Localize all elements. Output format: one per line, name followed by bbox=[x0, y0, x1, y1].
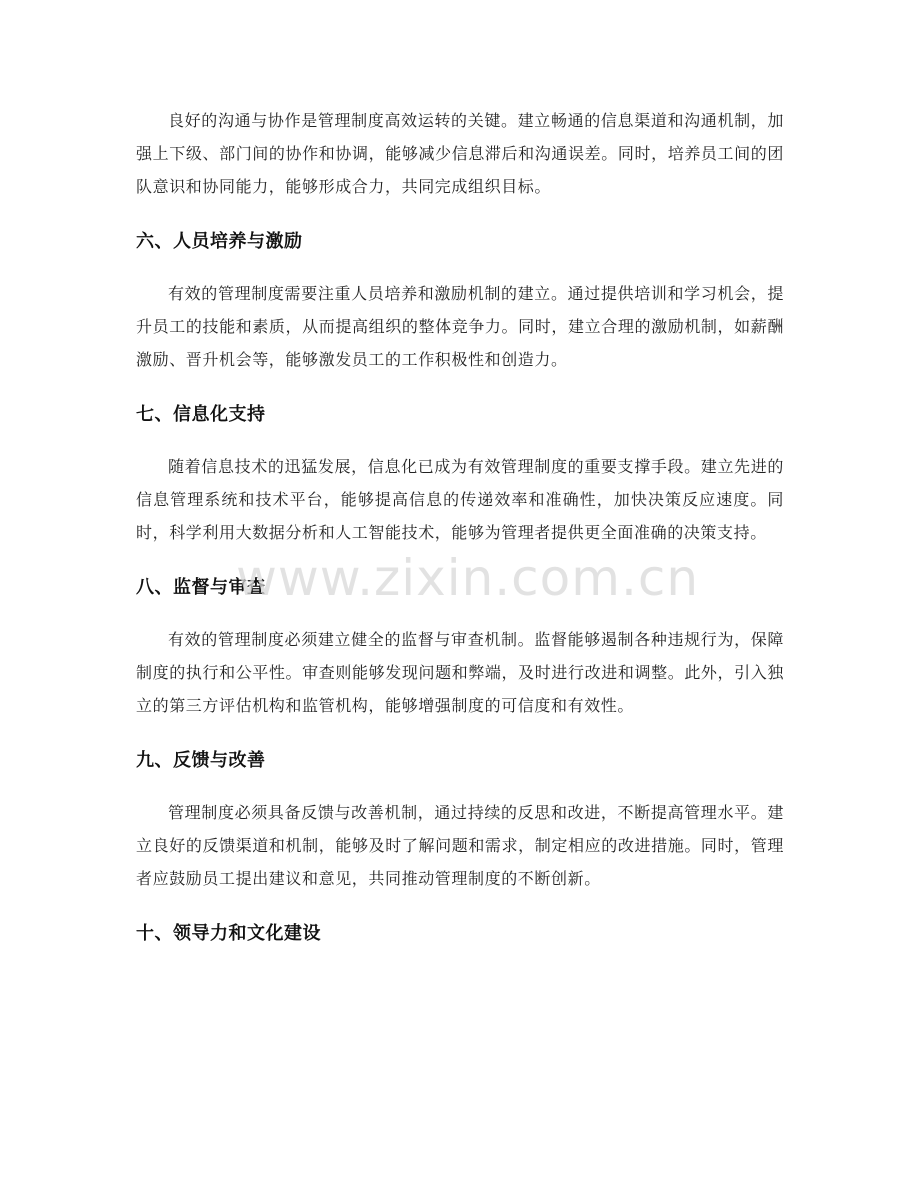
spacer bbox=[136, 776, 784, 796]
spacer bbox=[136, 203, 784, 227]
section-paragraph-9: 管理制度必须具备反馈与改善机制，通过持续的反思和改进，不断提高管理水平。建立良好的反馈渠道和机制，能够及时了解问题和需求，制定相应的改进措施。同时，管理者应鼓励员工提出建议和意见，共同推动管理制度的不断创新。 bbox=[136, 803, 784, 888]
spacer bbox=[136, 257, 784, 277]
section-heading-8: 八、监督与审查 bbox=[136, 577, 266, 598]
section-paragraph-6: 有效的管理制度需要注重人员培养和激励机制的建立。通过提供培训和学习机会，提升员工的技能和素质，从而提高组织的整体竞争力。同时，建立合理的激励机制，如薪酬激励、晋升机会等，能够激发员工的工作积极性和创造力。 bbox=[136, 284, 784, 369]
section-paragraph-8: 有效的管理制度必须建立健全的监督与审查机制。监督能够遏制各种违规行为，保障制度的执行和公平性。审查则能够发现问题和弊端，及时进行改进和调整。此外，引入独立的第三方评估机构和监管机构，能够增强制度的可信度和有效性。 bbox=[136, 630, 784, 715]
section-heading-10: 十、领导力和文化建设 bbox=[136, 923, 321, 944]
section-heading-7: 七、信息化支持 bbox=[136, 404, 266, 425]
section-heading-9: 九、反馈与改善 bbox=[136, 750, 266, 771]
section-paragraph-7: 随着信息技术的迅猛发展，信息化已成为有效管理制度的重要支撑手段。建立先进的信息管理系统和技术平台，能够提高信息的传递效率和准确性，加快决策反应速度。同时，科学利用大数据分析和人工智能技术，能够为管理者提供更全面准确的决策支持。 bbox=[136, 457, 784, 542]
spacer bbox=[136, 376, 784, 400]
spacer bbox=[136, 895, 784, 919]
intro-paragraph: 良好的沟通与协作是管理制度高效运转的关键。建立畅通的信息渠道和沟通机制，加强上下级、部门间的协作和协调，能够减少信息滞后和沟通误差。同时，培养员工间的团队意识和协同能力，能够形成合力，共同完成组织目标。 bbox=[136, 111, 784, 196]
section-heading-6: 六、人员培养与激励 bbox=[136, 231, 303, 252]
spacer bbox=[136, 430, 784, 450]
document-body bbox=[136, 104, 784, 949]
spacer bbox=[136, 722, 784, 746]
watermark-text: www.zixin.com.cn bbox=[236, 549, 700, 607]
